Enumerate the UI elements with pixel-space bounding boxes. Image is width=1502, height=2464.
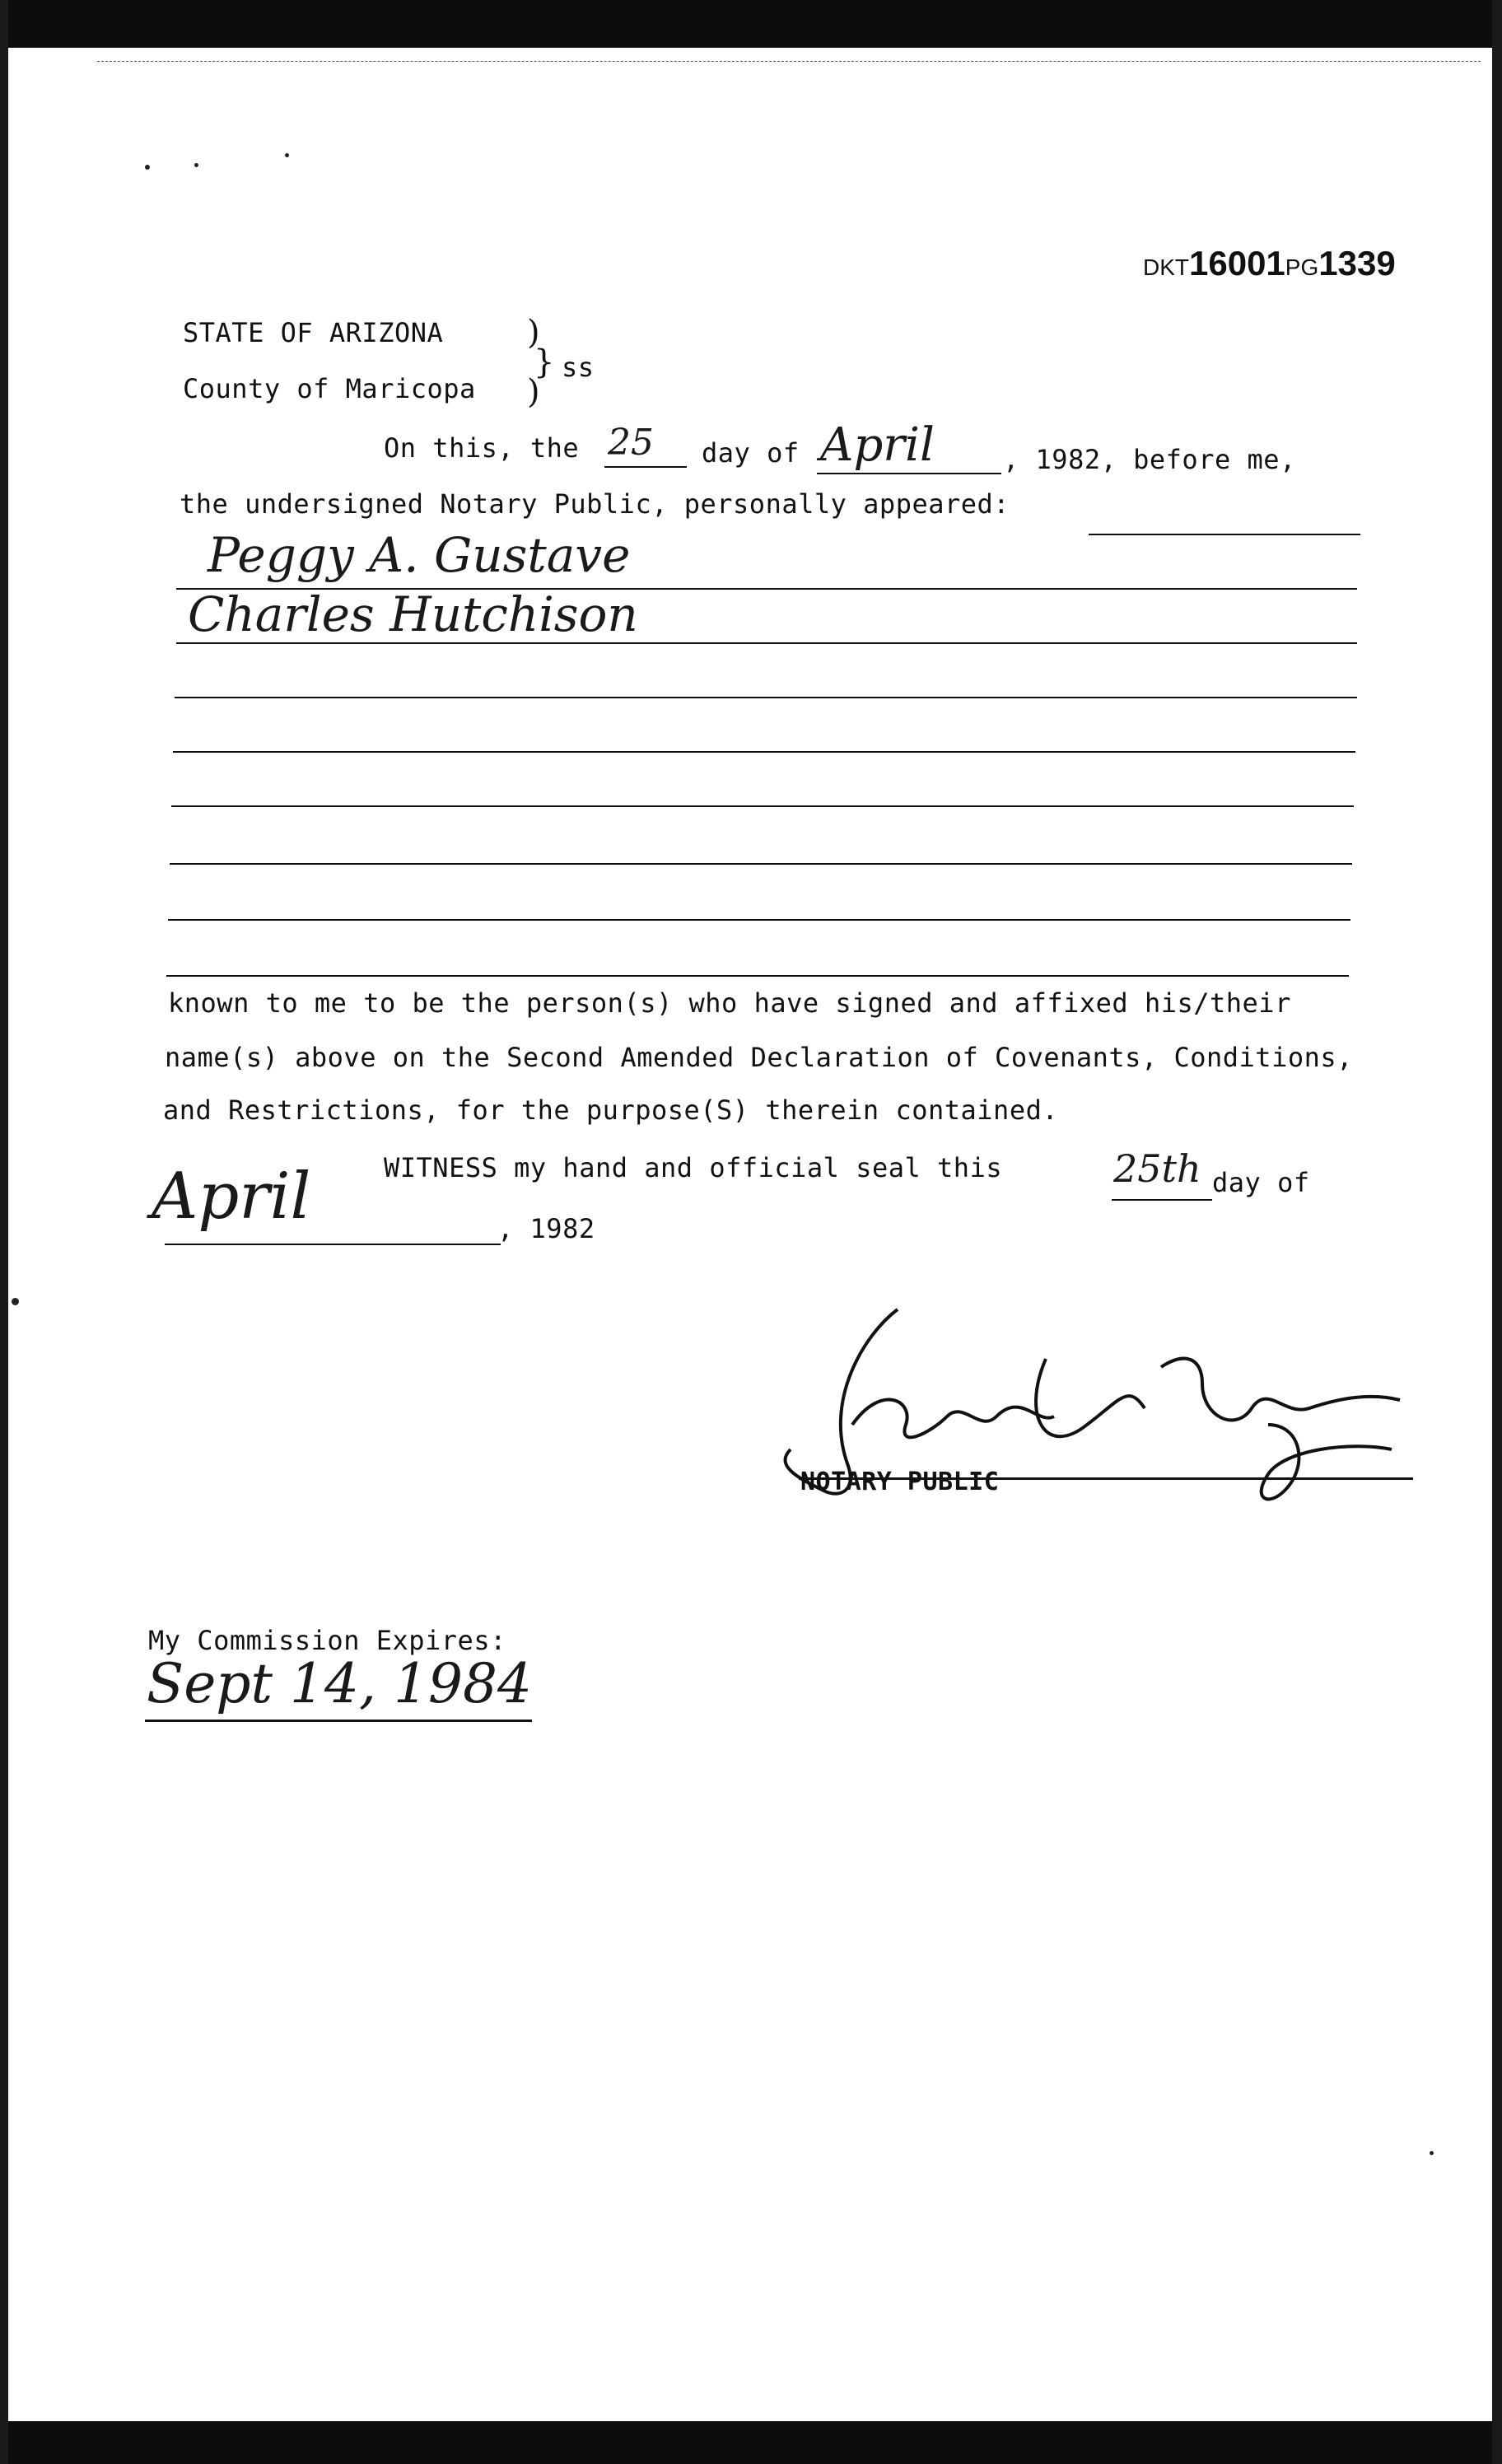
- scan-speck: [285, 153, 289, 157]
- witness-year: , 1982: [497, 1213, 595, 1244]
- appeared-line-3: [175, 697, 1357, 698]
- scan-bottom-border: [0, 2421, 1502, 2464]
- handwritten-witness-month: April: [152, 1160, 311, 1234]
- docket-pg-label: PG: [1285, 254, 1319, 280]
- venue-brace-bottom: ): [527, 373, 540, 411]
- appeared-line-7: [168, 919, 1350, 921]
- state-of-arizona: STATE OF ARIZONA: [183, 317, 444, 348]
- handwritten-appeared-2: Charles Hutchison: [188, 586, 638, 642]
- notary-public-label: NOTARY PUBLIC: [800, 1468, 1000, 1496]
- handwritten-month: April: [820, 418, 935, 472]
- month-blank-line: [817, 473, 1001, 474]
- opening-year-suffix: , 1982, before me,: [1003, 444, 1296, 475]
- commission-date-underline: [145, 1720, 532, 1722]
- appeared-line-4: [173, 751, 1355, 753]
- appeared-line-8: [166, 975, 1349, 977]
- witness-month-blank-line: [165, 1244, 501, 1245]
- commission-expires-label: My Commission Expires:: [148, 1625, 506, 1656]
- body-line-1: known to me to be the person(s) who have signed and affixed his/their: [168, 987, 1291, 1019]
- body-line-2: name(s) above on the Second Amended Declaration of Covenants, Conditions,: [165, 1042, 1353, 1073]
- scan-top-border: [0, 0, 1502, 48]
- handwritten-commission-date: Sept 14, 1984: [147, 1652, 532, 1715]
- opening-day-label: day of: [702, 437, 800, 469]
- docket-page-number: 1339: [1318, 244, 1396, 282]
- scan-speck: [145, 165, 150, 170]
- appeared-line-5: [171, 805, 1354, 807]
- appeared-blank-line-0: [1089, 534, 1360, 535]
- county-of-maricopa: County of Maricopa: [183, 373, 476, 404]
- day-blank-line: [604, 466, 687, 468]
- body-line-3: and Restrictions, for the purpose(S) therein contained.: [163, 1094, 1059, 1126]
- venue-brace-mid: }: [534, 343, 555, 381]
- appeared-line-6: [170, 863, 1352, 865]
- handwritten-day: 25: [608, 422, 654, 464]
- opening-prefix: On this, the: [384, 432, 580, 464]
- docket-dkt-label: DKT: [1143, 254, 1189, 280]
- opening-line-2: the undersigned Notary Public, personally appeared:: [180, 488, 1010, 520]
- scan-left-border: [0, 0, 8, 2464]
- handwritten-appeared-1: Peggy A. Gustave: [208, 527, 631, 583]
- witness-text: WITNESS my hand and official seal this: [384, 1152, 1003, 1183]
- venue-brace-top: ): [527, 314, 540, 352]
- scan-speck: [1430, 2151, 1434, 2155]
- scan-speck: [12, 1298, 19, 1305]
- witness-day-blank-line: [1112, 1199, 1212, 1201]
- scan-edge-line: [97, 61, 1481, 62]
- witness-day-label: day of: [1212, 1167, 1310, 1198]
- appeared-line-2: [176, 642, 1357, 644]
- handwritten-witness-day: 25th: [1113, 1146, 1201, 1191]
- scan-right-border: [1492, 0, 1502, 2464]
- scan-speck: [194, 163, 198, 167]
- docket-book-number: 16001: [1189, 244, 1285, 282]
- docket-stamp: [1143, 244, 1396, 283]
- ss-label: ss: [562, 352, 595, 383]
